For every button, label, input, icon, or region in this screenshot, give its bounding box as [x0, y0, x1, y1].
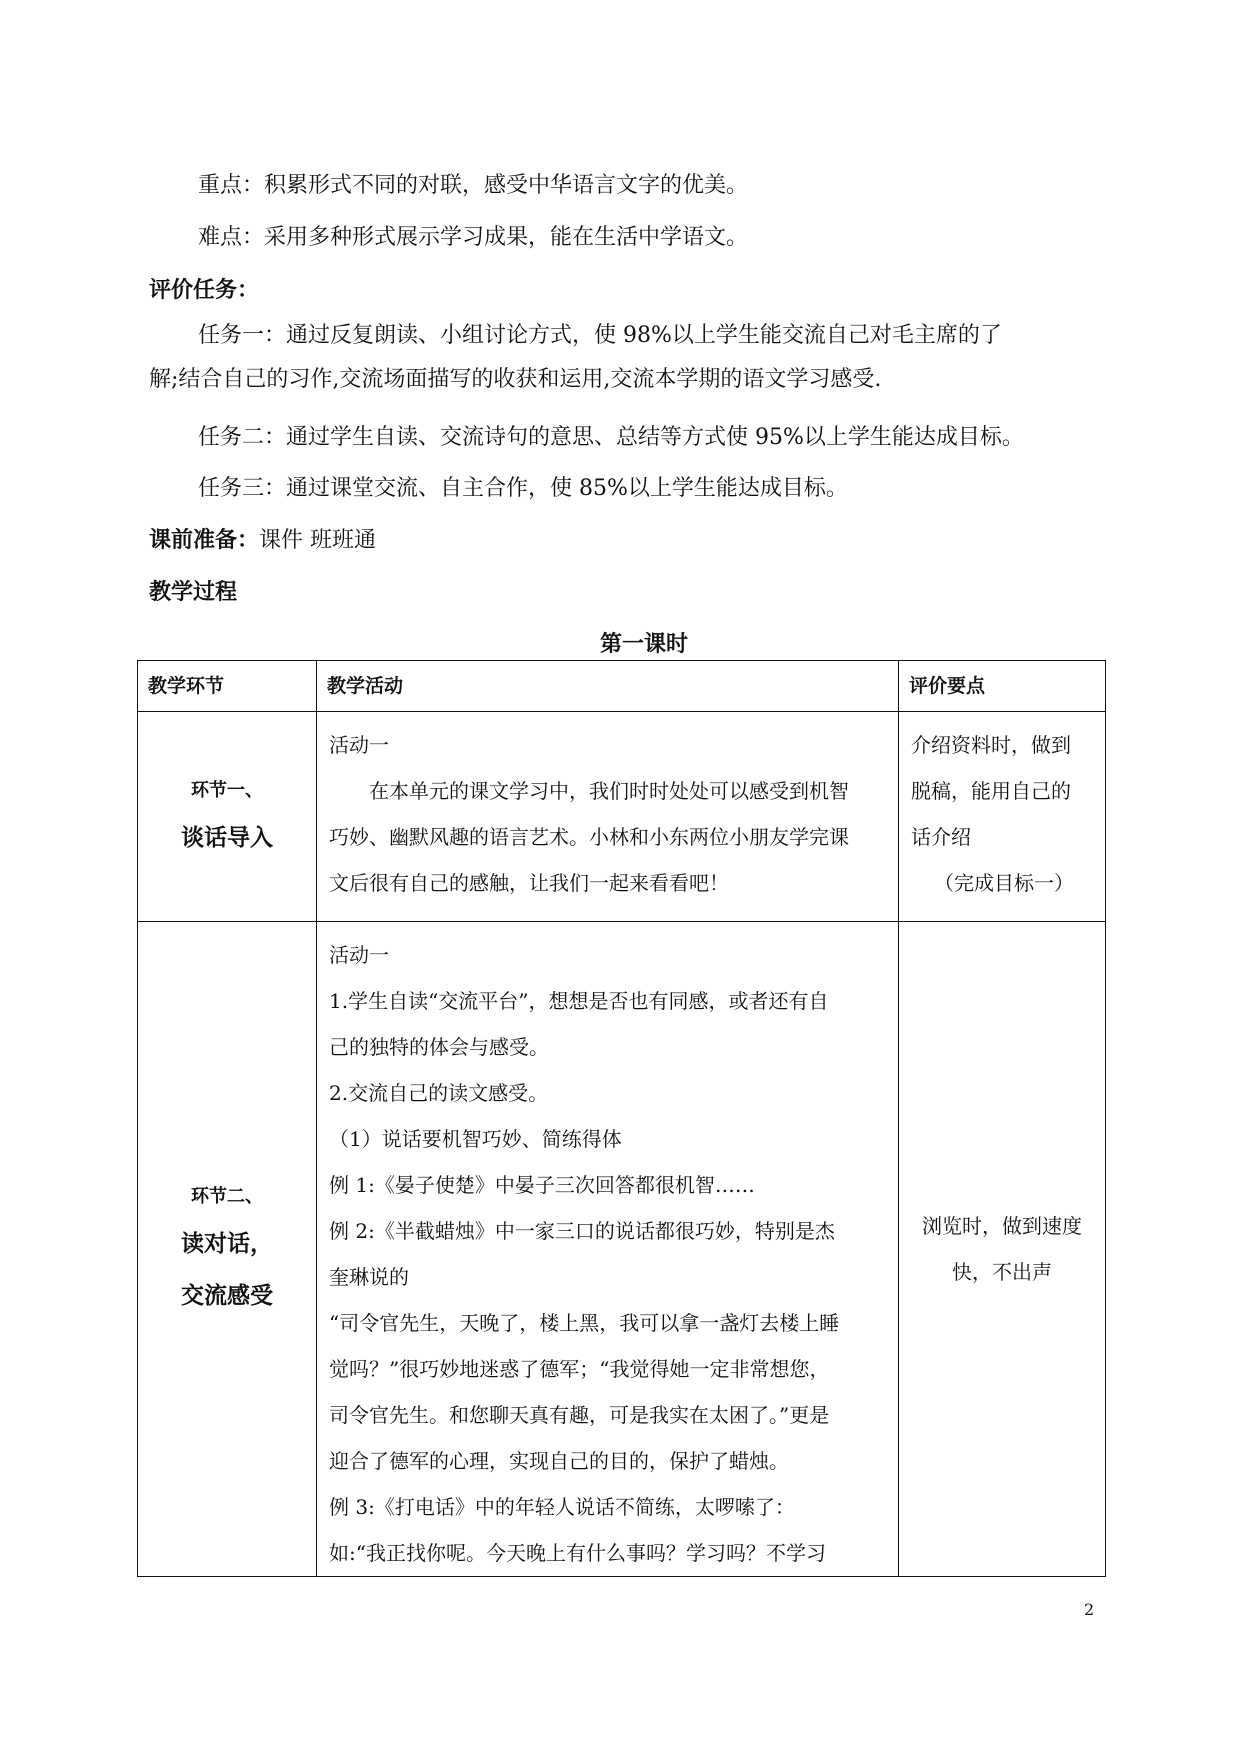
activity-cell-2	[317, 922, 899, 1577]
activity-line: 如:“我正找你呢。今天晚上有什么事吗？学习吗？不学习	[329, 1541, 826, 1565]
eval-line: 介绍资料时，做到	[911, 733, 1071, 757]
activity-line: 例 2:《半截蜡烛》中一家三口的说话都很巧妙，特别是杰	[329, 1219, 835, 1243]
prep-value: 课件 班班通	[259, 528, 377, 553]
stage-number: 环节二、	[191, 1186, 263, 1207]
activity-line: （1）说话要机智巧妙、简练得体	[329, 1127, 622, 1151]
activity-line: 迎合了德军的心理，实现自己的目的，保护了蜡烛。	[329, 1449, 789, 1473]
key-point-line: 重点：积累形式不同的对联，感受中华语言文字的优美。	[198, 173, 749, 198]
header-evaluation: 评价要点	[899, 661, 1106, 712]
eval-cell-2	[899, 922, 1106, 1577]
activity-line: 例 3:《打电话》中的年轻人说话不简练，太啰嗦了：	[329, 1495, 795, 1519]
activity-line: 奎琳说的	[329, 1265, 409, 1289]
prep-label: 课前准备：	[149, 528, 260, 553]
activity-line: 文后很有自己的感触，让我们一起来看看吧！	[329, 871, 729, 895]
eval-line: 脱稿，能用自己的	[911, 779, 1071, 803]
eval-line: 快，不出声	[952, 1260, 1052, 1284]
activity-line: 活动一	[329, 943, 389, 967]
stage-name-line2: 交流感受	[181, 1283, 273, 1309]
activity-line: 巧妙、幽默风趣的语言艺术。小林和小东两位小朋友学完课	[329, 825, 849, 849]
table-row	[138, 922, 1106, 1577]
task3-line: 任务三：通过课堂交流、自主合作，使 85%以上学生能达成目标。	[198, 476, 848, 501]
eval-goal: （完成目标一）	[934, 871, 1074, 895]
activity-line: 1.学生自读“交流平台”，想想是否也有同感，或者还有自	[329, 989, 829, 1013]
process-heading: 教学过程	[149, 580, 238, 605]
difficulty-line: 难点：采用多种形式展示学习成果，能在生活中学语文。	[198, 225, 749, 250]
prep-line	[149, 523, 376, 554]
evaluation-heading: 评价任务：	[149, 278, 260, 303]
eval-line: 浏览时，做到速度	[922, 1214, 1082, 1238]
activity-line: 活动一	[329, 733, 389, 757]
stage-cell-1	[138, 712, 317, 922]
stage-name: 谈话导入	[181, 824, 273, 851]
table-caption: 第一课时	[600, 632, 689, 657]
stage-number: 环节一、	[191, 779, 263, 801]
eval-line: 话介绍	[911, 825, 971, 849]
activity-line: 司令官先生。和您聊天真有趣，可是我实在太困了。”更是	[329, 1403, 830, 1427]
page-number: 2	[1084, 1600, 1095, 1619]
activity-line: 觉吗？”很巧妙地迷惑了德军；“我觉得她一定非常想您，	[329, 1357, 830, 1381]
activity-line: 2.交流自己的读文感受。	[329, 1081, 549, 1105]
header-activity: 教学活动	[317, 661, 899, 712]
task1-line1: 任务一：通过反复朗读、小组讨论方式，使 98%以上学生能交流自己对毛主席的了	[198, 323, 1002, 348]
eval-cell-1	[899, 712, 1106, 922]
activity-cell-1	[317, 712, 899, 922]
table-row	[138, 712, 1106, 922]
activity-line: 例 1:《晏子使楚》中晏子三次回答都很机智……	[329, 1173, 755, 1197]
activity-line: 己的独特的体会与感受。	[329, 1035, 549, 1059]
activity-line: 在本单元的课文学习中，我们时时处处可以感受到机智	[369, 779, 849, 803]
stage-name-line1: 读对话，	[181, 1231, 273, 1257]
task1-line2: 解;结合自己的习作,交流场面描写的收获和运用,交流本学期的语文学习感受.	[149, 367, 882, 392]
stage-cell-2	[138, 922, 317, 1577]
table-header-row	[138, 661, 1106, 712]
header-stage: 教学环节	[138, 661, 317, 712]
task2-line: 任务二：通过学生自读、交流诗句的意思、总结等方式使 95%以上学生能达成目标。	[198, 425, 1024, 450]
lesson-table	[137, 660, 1106, 1577]
activity-line: “司令官先生，天晚了，楼上黑，我可以拿一盏灯去楼上睡	[329, 1311, 840, 1335]
